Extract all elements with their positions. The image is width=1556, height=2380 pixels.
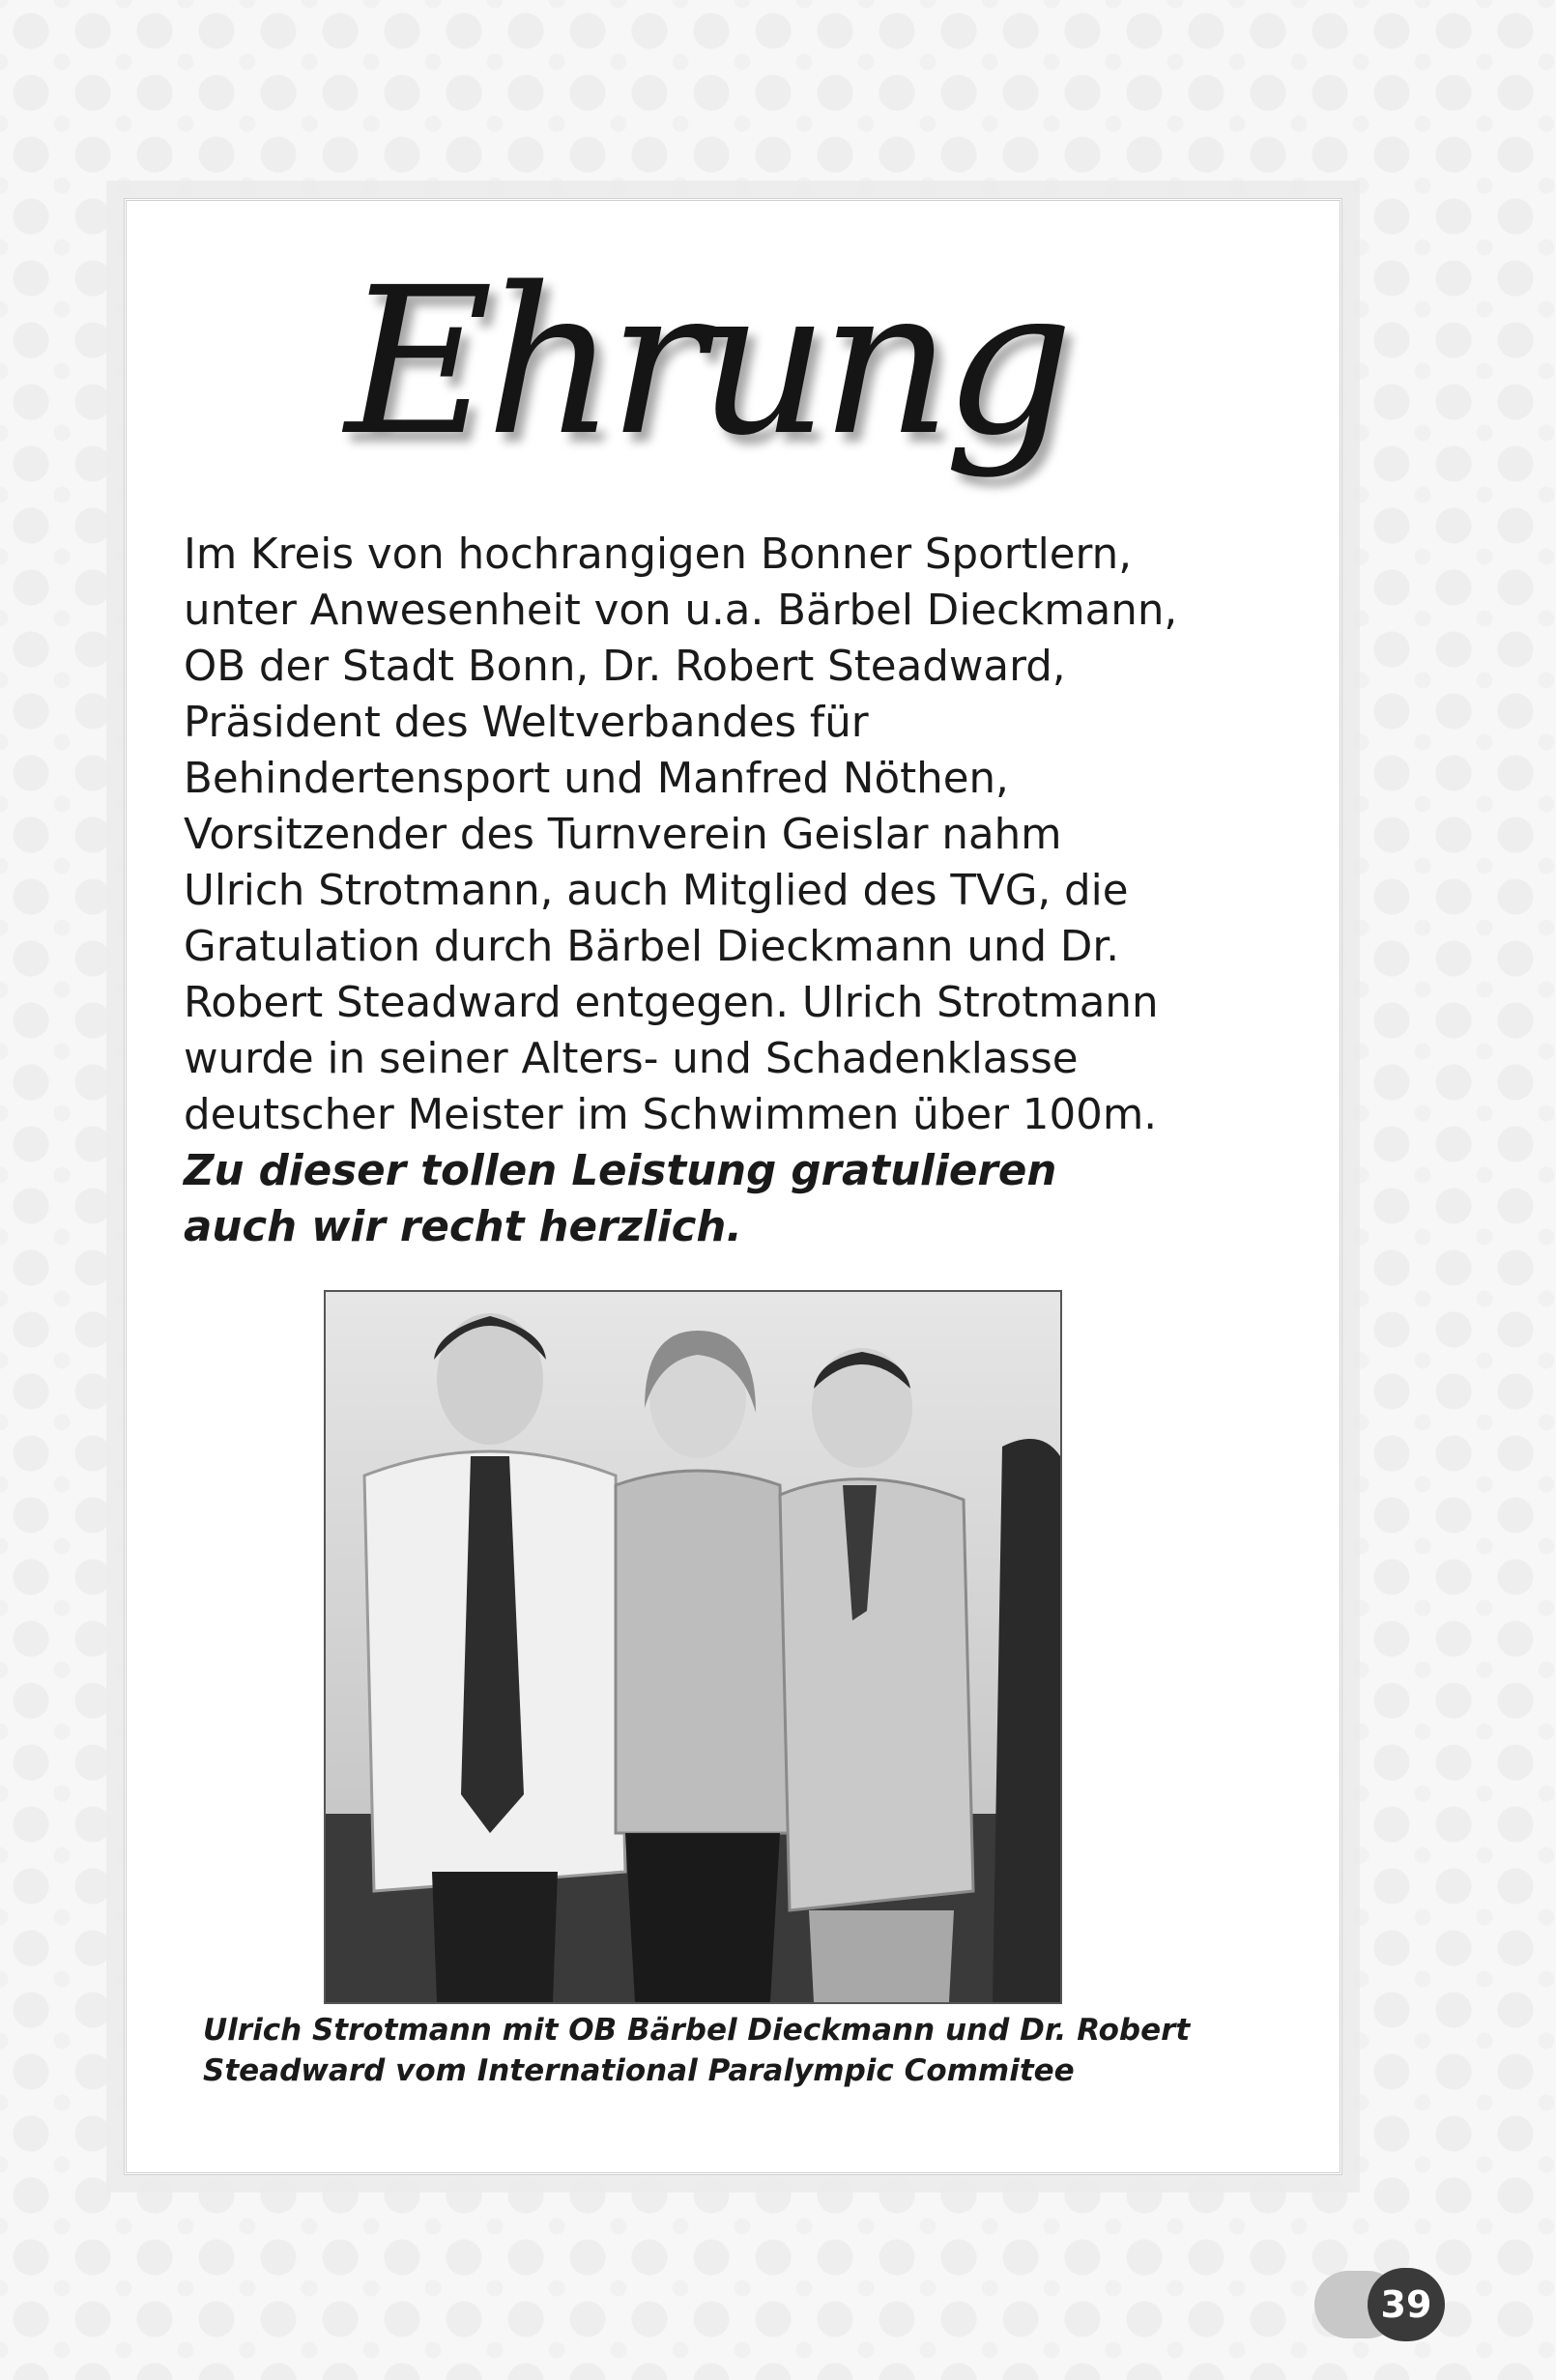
article-body [184,527,1285,1255]
body-line: Behindertensport und Manfred Nöthen, [184,755,1009,803]
body-line: Ulrich Strotmann, auch Mitglied des TVG, die [184,867,1129,915]
heading-title: Ehrung [345,244,1066,480]
body-line: deutscher Meister im Schwimmen über 100m. [184,1091,1158,1139]
group-photo [324,1290,1062,2004]
body-line: OB der Stadt Bonn, Dr. Robert Steadward, [184,643,1066,691]
highlight-line: Zu dieser tollen Leistung gratulieren [184,1147,1057,1195]
caption-line: Ulrich Strotmann mit OB Bärbel Dieckmann und Dr. Robert [203,2013,1191,2048]
photo-illustration [326,1292,1060,2002]
body-line: Im Kreis von hochrangigen Bonner Sportlern, [184,530,1133,579]
caption-line: Steadward vom International Paralympic Commitee [203,2053,1075,2088]
page-number: 39 [1368,2268,1445,2341]
page-number-badge [1314,2266,1459,2343]
body-line: Präsident des Weltverbandes für [184,699,869,747]
heading [290,217,1121,527]
photo-caption [203,2010,1266,2091]
body-line: Gratulation durch Bärbel Dieckmann und Dr. [184,923,1120,971]
highlight-line: auch wir recht herzlich. [184,1203,742,1251]
body-line: Robert Steadward entgegen. Ulrich Strotmann [184,979,1159,1027]
body-line: unter Anwesenheit von u.a. Bärbel Dieckmann, [184,587,1178,635]
body-line: Vorsitzender des Turnverein Geislar nahm [184,811,1062,859]
body-line: wurde in seiner Alters- und Schadenklasse [184,1035,1079,1083]
